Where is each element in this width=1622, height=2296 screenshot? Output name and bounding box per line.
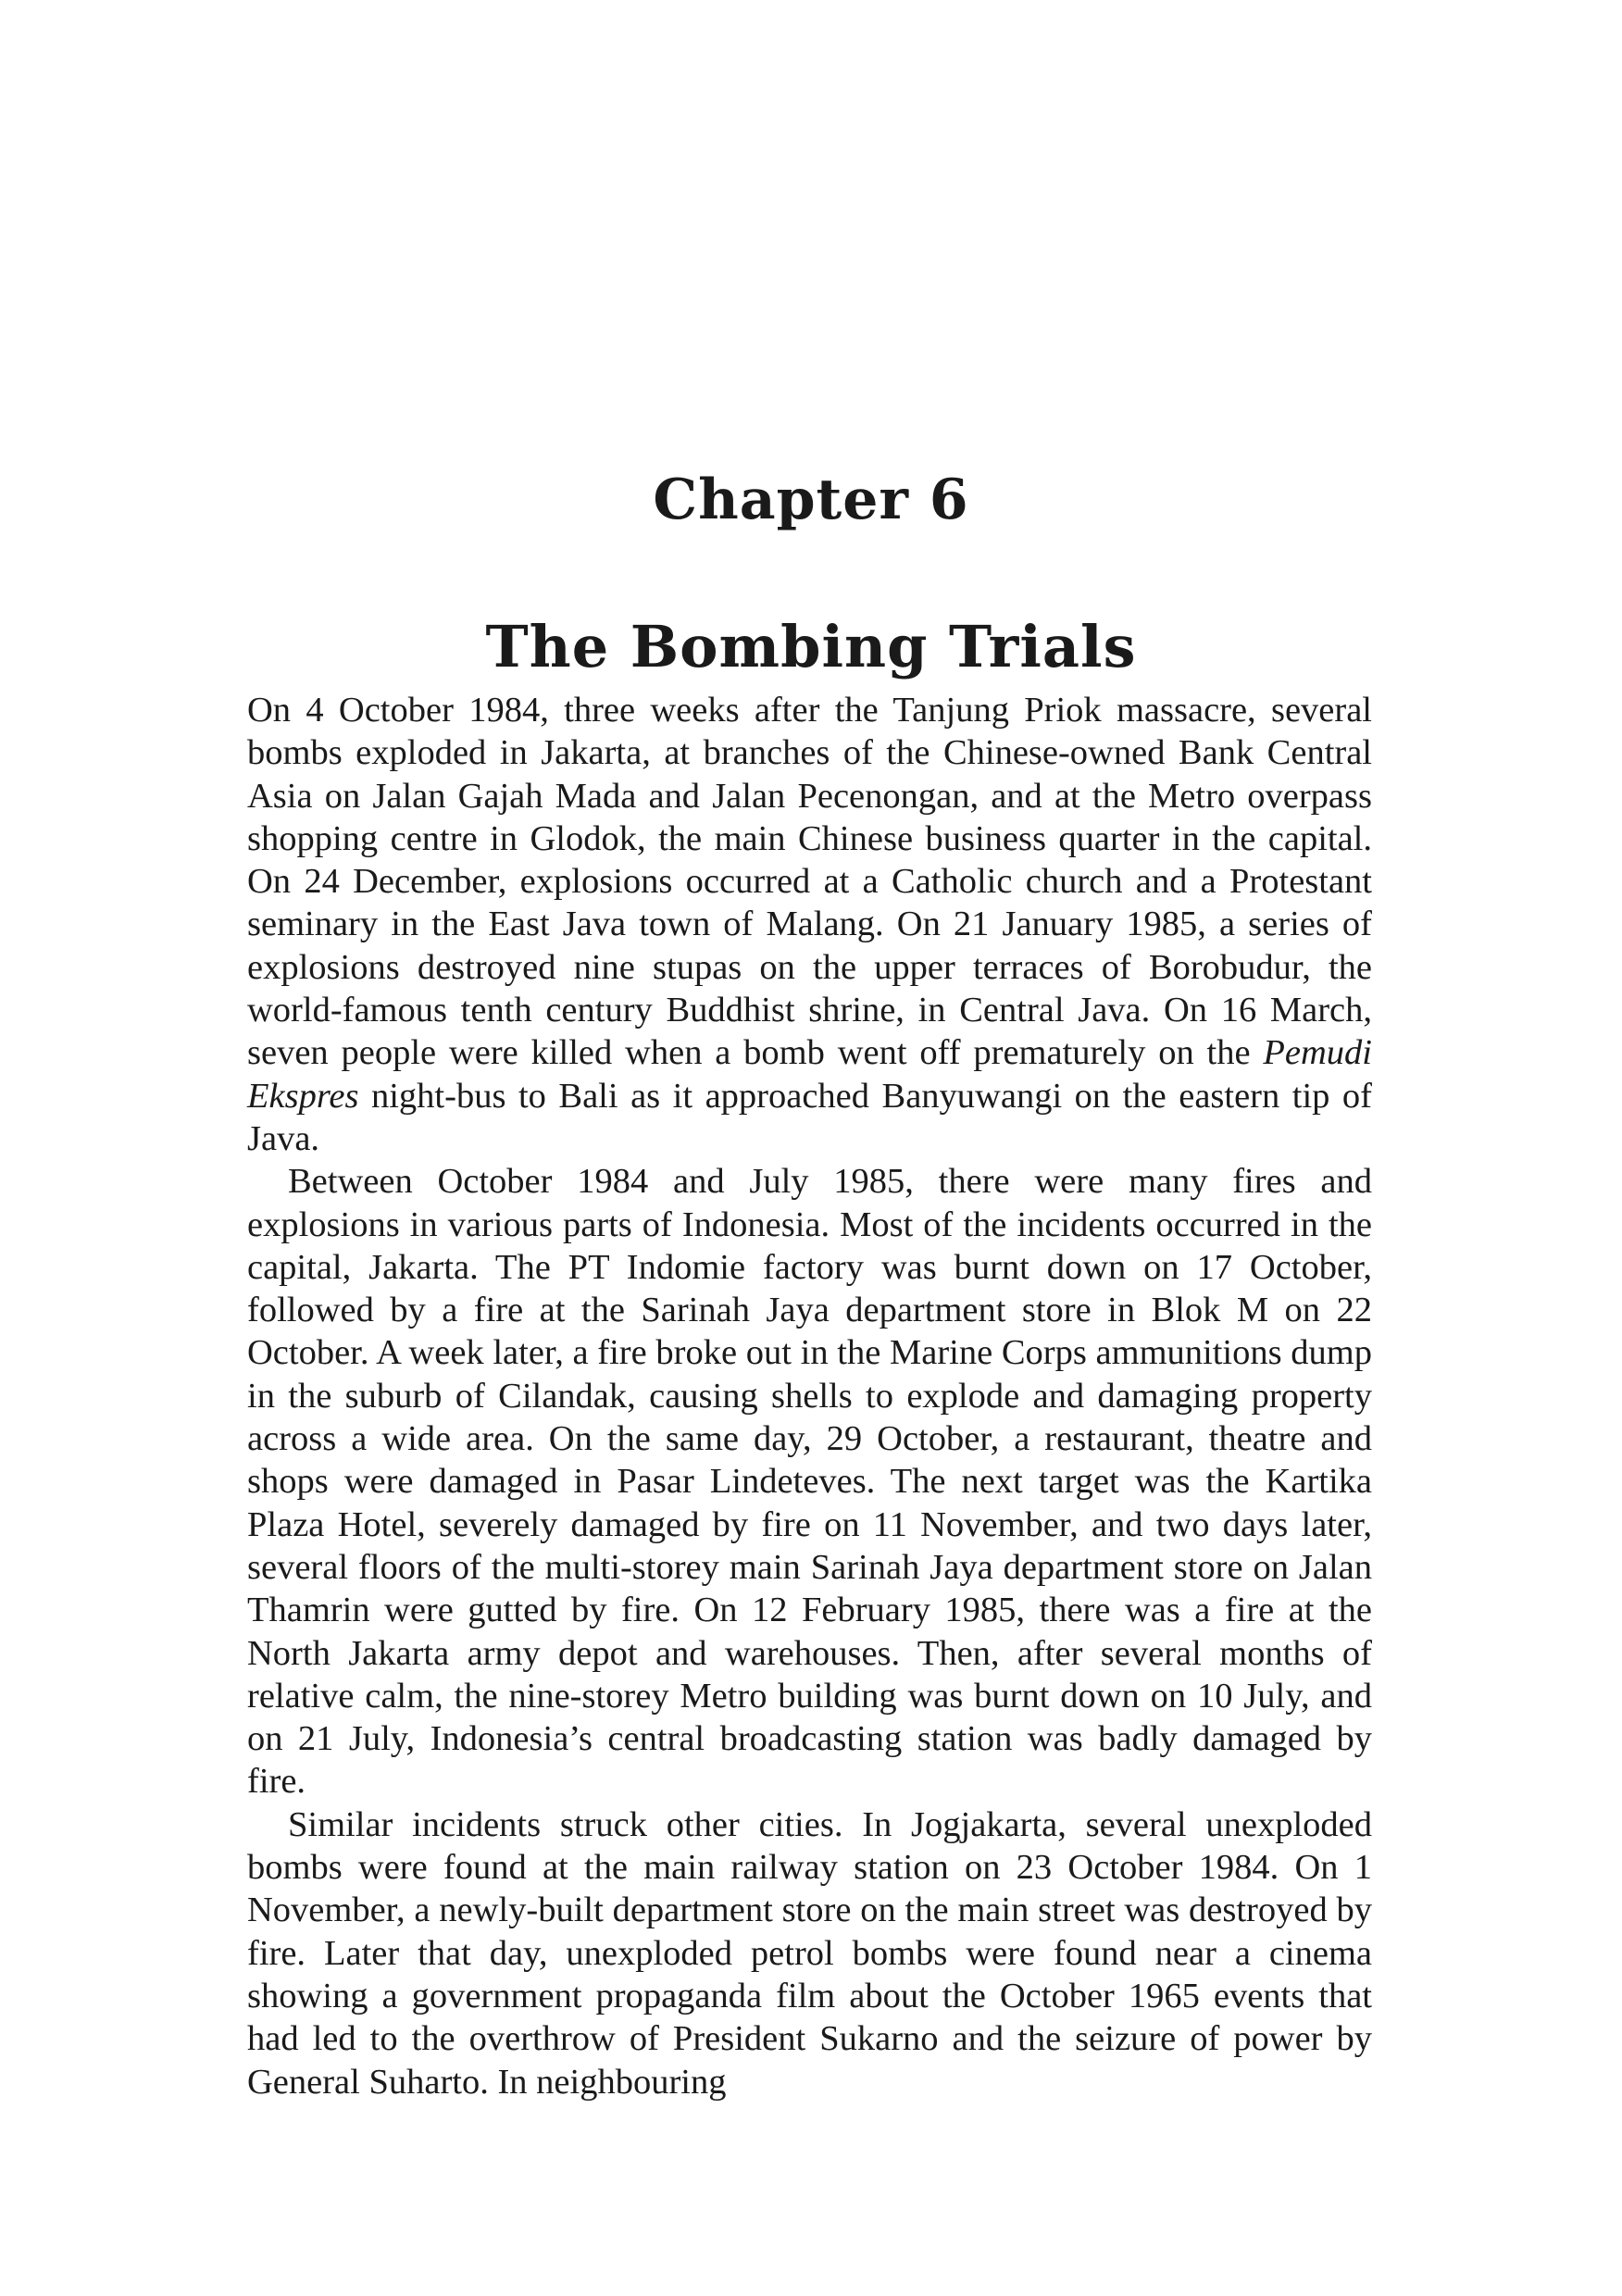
paragraph-1-text-end: night-bus to Bali as it approached Banyuwangi on the eastern tip of Java. (247, 1076, 1372, 1158)
paragraph-1-text-start: On 4 October 1984, three weeks after the Tanjung Priok massacre, several bombs exploded in Jakarta, at branches of the Chinese-owned Bank Central Asia on Jalan Gajah Mada and Jalan Pecenongan, and at the Metro overpass shopping centre in Glodok, the main Chinese business quarter in the capital. On 24 December, explosions occurred at a Catholic church and a Protestant seminary in the East Java town of Malang. On 21 January 1985, a series of explosions destroyed nine stupas on the upper terraces of Borobudur, the world-famous tenth century Buddhist shrine, in Central Java. On 16 March, seven people were killed when a bomb went off prematurely on the (247, 691, 1372, 1073)
paragraph-3: Similar incidents struck other cities. In Jogjakarta, several unexploded bombs were found at the main railway station on 23 October 1984. On 1 November, a newly-built department store on the main street was destroyed by fire. Later that day, unexploded petrol bombs were found near a cinema showing a government propaganda film about the October 1965 events that had led to the overthrow of President Sukarno and the seizure of power by General Suharto. In neighbouring (247, 1804, 1372, 2102)
bus-name-italic: Pemudi Ekspres (247, 1033, 1372, 1116)
paragraph-1 (247, 689, 1372, 1160)
chapter-number: Chapter 6 (653, 468, 969, 532)
paragraph-2: Between October 1984 and July 1985, there were many fires and explosions in various parts of Indonesia. Most of the incidents occurred in the capital, Jakarta. The PT Indomie factory was burnt down on 17 October, followed by a fire at the Sarinah Jaya department store in Blok M on 22 October. A week later, a fire broke out in the Marine Corps ammunitions dump in the suburb of Cilandak, causing shells to explode and damaging property across a wide area. On the same day, 29 October, a restaurant, theatre and shops were damaged in Pasar Lindeteves. The next target was the Kartika Plaza Hotel, severely damaged by fire on 11 November, and two days later, several floors of the multi-storey main Sarinah Jaya department store on Jalan Thamrin were gutted by fire. On 12 February 1985, there was a fire at the North Jakarta army depot and warehouses. Then, after several months of relative calm, the nine-storey Metro building was burnt down on 10 July, and on 21 July, Indonesia’s central broadcasting station was badly damaged by fire. (247, 1162, 1372, 1802)
chapter-title: The Bombing Trials (485, 613, 1137, 680)
body-text (247, 689, 1372, 2103)
